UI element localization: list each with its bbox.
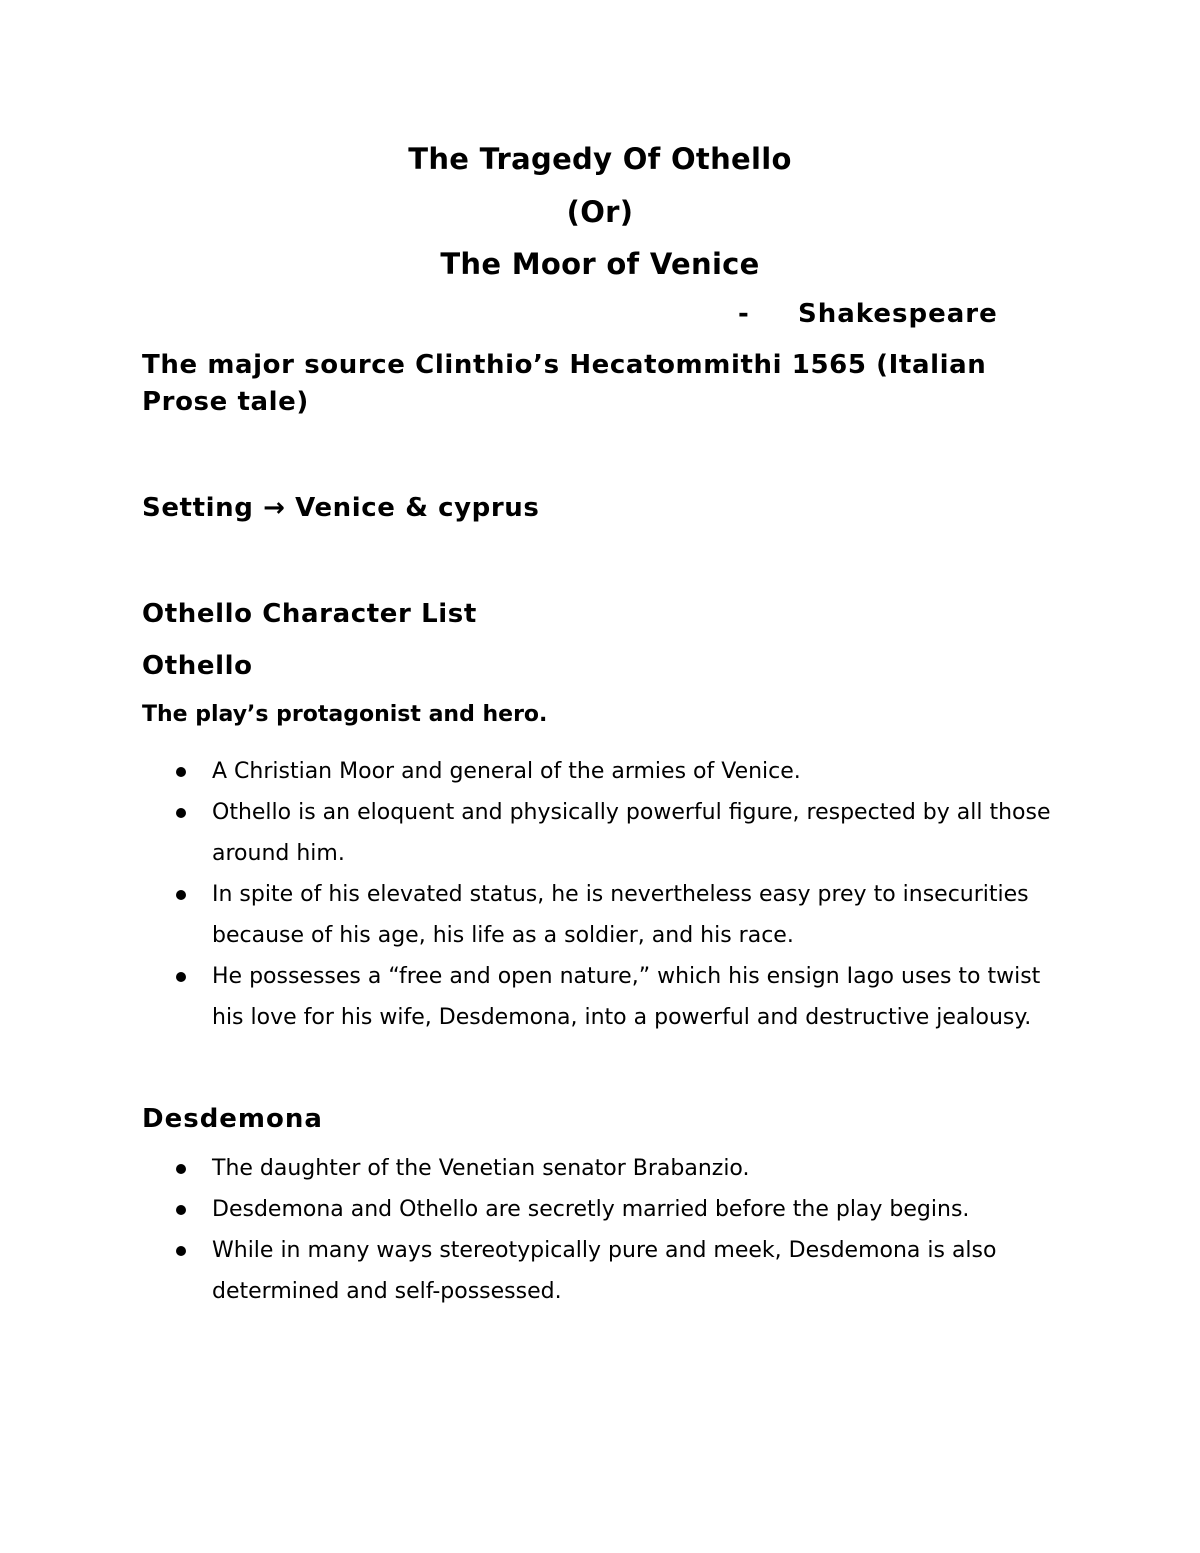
author-line	[738, 297, 998, 331]
list-item-text: In spite of his elevated status, he is nevertheless easy prey to insecurities because of his age, his life as a soldier, and his race.	[212, 882, 1029, 948]
list-item	[142, 792, 1072, 874]
list-item-text: While in many ways stereotypically pure and meek, Desdemona is also determined and self-possessed.	[212, 1238, 997, 1304]
list-item-text: A Christian Moor and general of the armies of Venice.	[212, 759, 801, 784]
list-item-text: Othello is an eloquent and physically powerful figure, respected by all those around him.	[212, 800, 1051, 866]
othello-subheading: The play’s protagonist and hero.	[142, 702, 548, 727]
bullet-icon	[176, 767, 186, 777]
list-item-text: He possesses a “free and open nature,” which his ensign Iago uses to twist his love for his wife, Desdemona, into a powerful and destructive jealousy.	[212, 964, 1041, 1030]
desdemona-bullet-list	[142, 1148, 1072, 1312]
bullet-icon	[176, 1246, 186, 1256]
bullet-icon	[176, 890, 186, 900]
character-list-heading: Othello Character List	[142, 599, 477, 629]
setting-line: Setting → Venice & cyprus	[142, 493, 540, 523]
desdemona-heading: Desdemona	[142, 1104, 323, 1134]
bullet-icon	[176, 808, 186, 818]
source-paragraph: The major source Clinthio’s Hecatommithi 1565 (Italian Prose tale)	[142, 350, 987, 417]
title-line-3: The Moor of Venice	[440, 247, 760, 281]
list-item	[142, 751, 1072, 792]
list-item	[142, 1189, 1072, 1230]
author-name: Shakespeare	[798, 299, 998, 329]
list-item	[142, 1230, 1072, 1312]
list-item	[142, 874, 1072, 956]
bullet-icon	[176, 972, 186, 982]
othello-bullet-list	[142, 751, 1072, 1038]
list-item	[142, 1148, 1072, 1189]
list-item-text: Desdemona and Othello are secretly married before the play begins.	[212, 1197, 970, 1222]
bullet-icon	[176, 1164, 186, 1174]
title-line-2: (Or)	[566, 195, 634, 229]
author-dash: -	[738, 299, 750, 329]
list-item-text: The daughter of the Venetian senator Brabanzio.	[212, 1156, 750, 1181]
title-line-1: The Tragedy Of Othello	[408, 142, 792, 176]
list-item	[142, 956, 1072, 1038]
bullet-icon	[176, 1205, 186, 1215]
othello-heading: Othello	[142, 651, 253, 681]
